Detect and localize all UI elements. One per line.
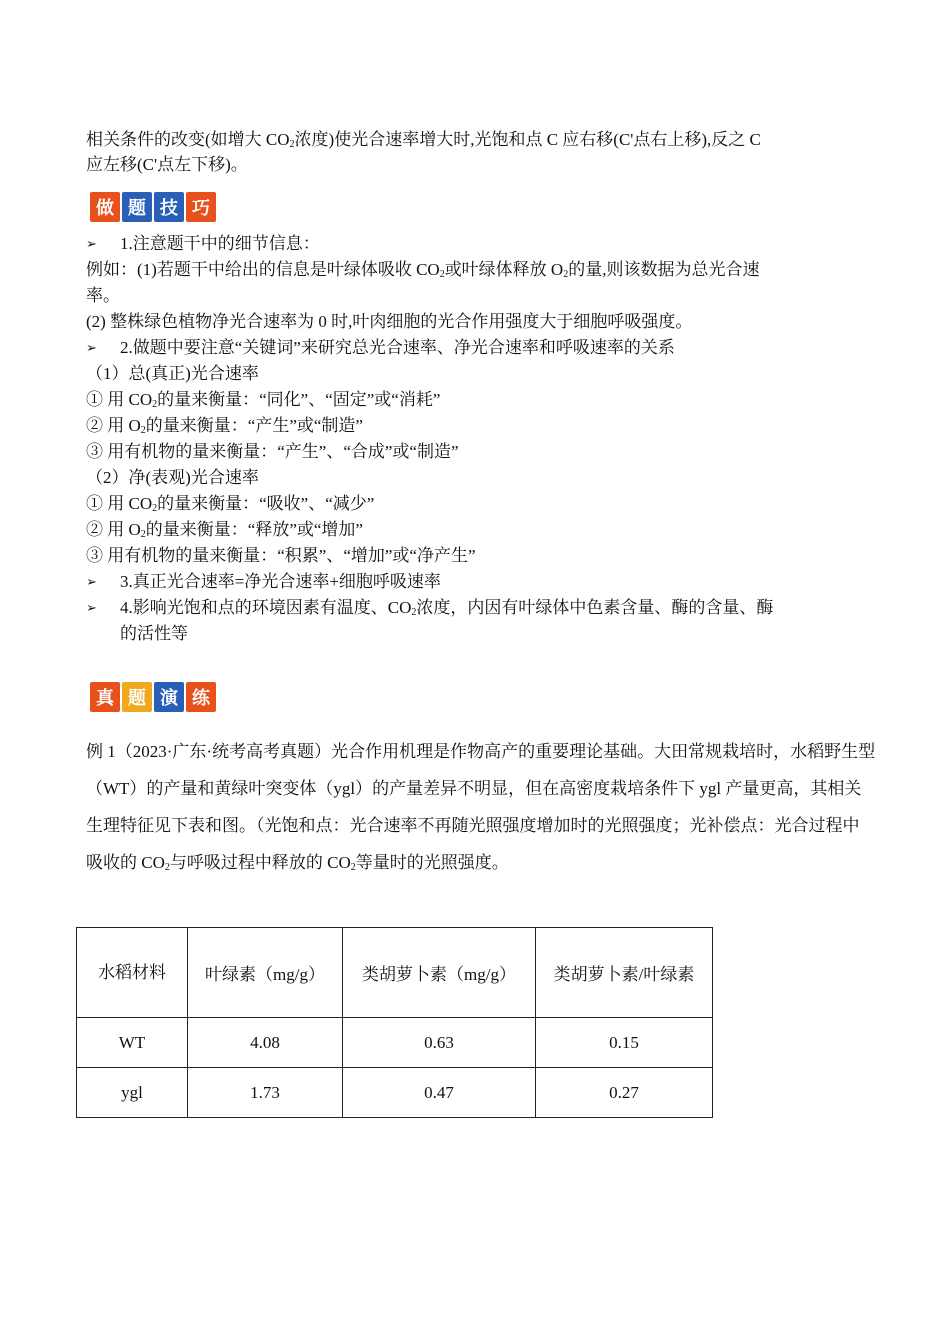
tip-4: 4.影响光饱和点的环境因素有温度、$CO_2$浓度，内因有叶绿体中色素含量、酶的含量、酶 (120, 598, 774, 618)
section-badge-tips (90, 192, 216, 222)
table-header-cell: 类胡萝卜素（mg/g） (343, 928, 536, 1018)
table-cell: 0.47 (343, 1068, 536, 1118)
table-cell: 0.63 (343, 1018, 536, 1068)
tip-2: 2.做题中要注意“关键词”来研究总光合速率、净光合速率和呼吸速率的关系 (120, 338, 675, 357)
group-2-item-2: ② 用 $O_2$的量来衡量：“释放”或“增加” (86, 520, 363, 540)
bullet-icon: ➢ (86, 236, 97, 251)
intro-line-1: 相关条件的改变(如增大 $CO_2$浓度)使光合速率增大时,光饱和点 C 应右移(C'点右上移),反之 C (86, 130, 761, 150)
example-question-paragraph: 例 1（2023·广东·统考高考真题）光合作用机理是作物高产的重要理论基础。大田常规栽培时，水稻野生型（WT）的产量和黄绿叶突变体（ygl）的产量差异不明显，但在高密度栽培条件下 ygl 产量更高，其相关生理特征见下表和图。（光饱和点：光合速率不再随光照强度增加时的光照强度；光补偿点：光合过程中吸收的 $CO_2$与呼吸过程中释放的 $CO_2$等量时的光照强度。 (86, 742, 876, 873)
bullet-icon: ➢ (86, 574, 97, 589)
table-cell: 1.73 (188, 1068, 343, 1118)
table-cell: 0.27 (536, 1068, 713, 1118)
badge-char: 演 (154, 682, 184, 712)
table-row (77, 1068, 713, 1118)
table-cell: 0.15 (536, 1018, 713, 1068)
group-1-item-3: ③ 用有机物的量来衡量：“产生”、“合成”或“制造” (86, 442, 459, 461)
group-2-item-3: ③ 用有机物的量来衡量：“积累”、“增加”或“净产生” (86, 546, 476, 565)
group-2-item-1: ① 用 $CO_2$的量来衡量：“吸收”、“减少” (86, 494, 375, 514)
tip-3: 3.真正光合速率=净光合速率+细胞呼吸速率 (120, 572, 441, 591)
example-2: (2) 整株绿色植物净光合速率为 0 时,叶肉细胞的光合作用强度大于细胞呼吸强度。 (86, 312, 693, 331)
tip-4-cont: 的活性等 (120, 624, 188, 643)
table-header-row (77, 928, 713, 1018)
pigment-table (76, 927, 713, 1118)
group-2-title: （2）净(表观)光合速率 (86, 468, 259, 487)
bullet-icon: ➢ (86, 340, 97, 355)
badge-char: 练 (186, 682, 216, 712)
table-header-cell: 叶绿素（mg/g） (188, 928, 343, 1018)
table-cell: ygl (77, 1068, 188, 1118)
intro-line-2: 应左移(C'点左下移)。 (86, 155, 248, 174)
group-1-item-2: ② 用 $O_2$的量来衡量：“产生”或“制造” (86, 416, 363, 436)
badge-char: 巧 (186, 192, 216, 222)
badge-char: 技 (154, 192, 184, 222)
table-cell: WT (77, 1018, 188, 1068)
group-1-item-1: ① 用 $CO_2$的量来衡量：“同化”、“固定”或“消耗” (86, 390, 441, 410)
table-header-cell: 水稻材料 (77, 928, 188, 1018)
example-1: 例如：(1)若题干中给出的信息是叶绿体吸收 $CO_2$或叶绿体释放 $O_2$的量,则该数据为总光合速 (86, 260, 760, 280)
table-header-cell: 类胡萝卜素/叶绿素 (536, 928, 713, 1018)
bullet-icon: ➢ (86, 600, 97, 615)
badge-char: 题 (122, 192, 152, 222)
group-1-title: （1）总(真正)光合速率 (86, 364, 259, 383)
badge-char: 真 (90, 682, 120, 712)
table-row (77, 1018, 713, 1068)
badge-char: 做 (90, 192, 120, 222)
table-cell: 4.08 (188, 1018, 343, 1068)
example-1-cont: 率。 (86, 286, 120, 305)
section-badge-practice (90, 682, 216, 712)
tip-1: 1.注意题干中的细节信息： (120, 234, 320, 253)
badge-char: 题 (122, 682, 152, 712)
